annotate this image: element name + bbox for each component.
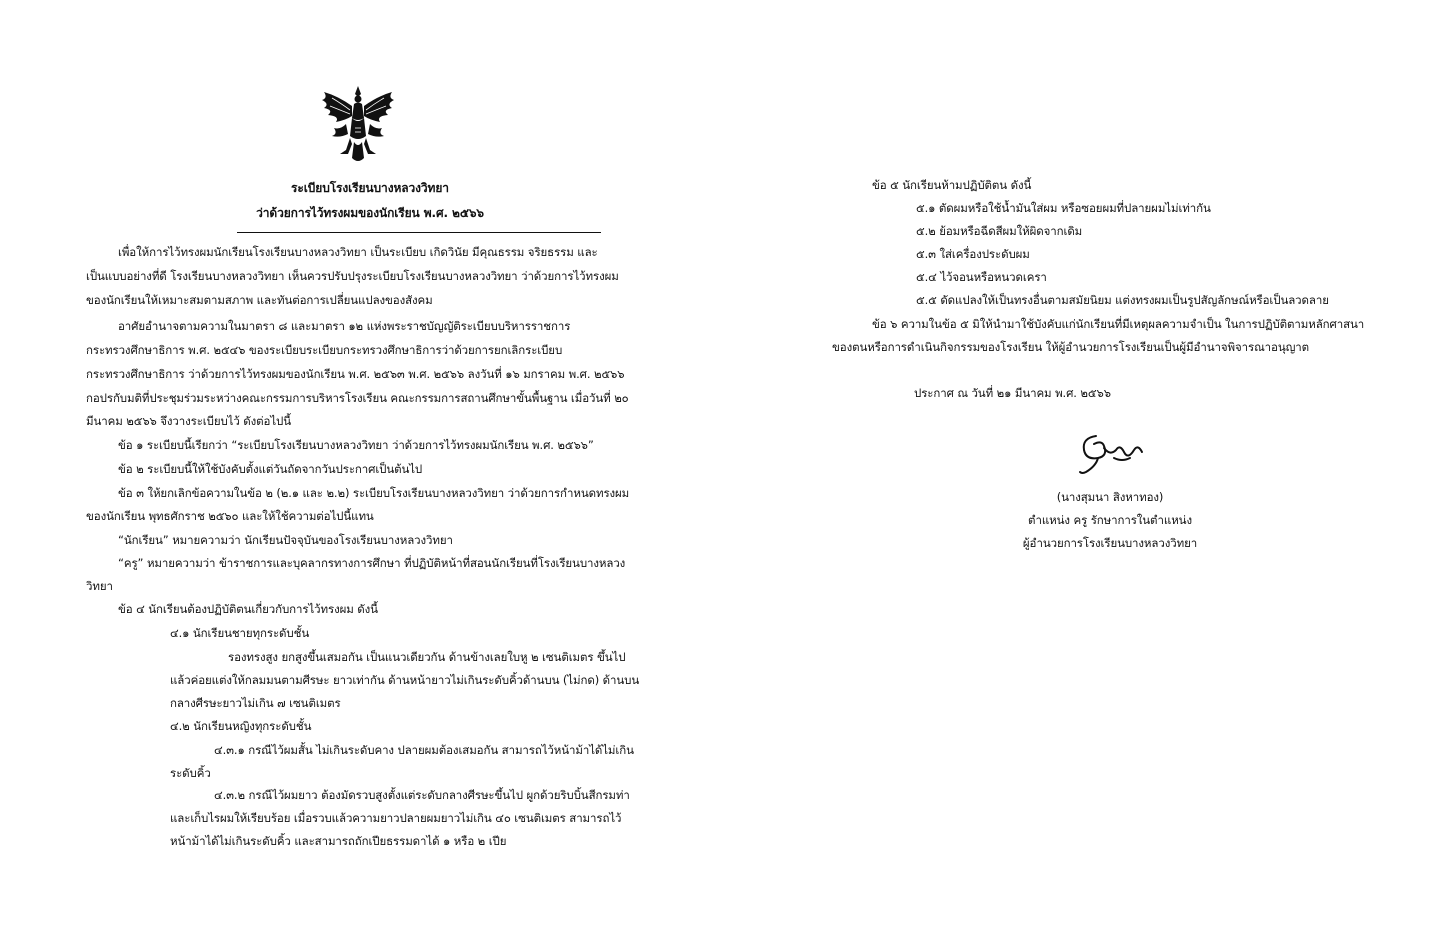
clause-5-4: ๕.๔ ไว้จอนหรือหนวดเครา: [916, 270, 1047, 284]
garuda-emblem-icon: [318, 84, 398, 166]
definition-teacher: “ครู” หมายความว่า ข้าราชการและบุคลากรทางการศึกษา ที่ปฏิบัติหน้าที่สอนนักเรียนที่โรงเรียนบางหลวง: [118, 556, 626, 570]
clause-4-3-2: ๔.๓.๒ กรณีไว้ผมยาว ต้องมัดรวบสูงตั้งแต่ระดับกลางศีรษะขึ้นไป ผูกด้วยริบบิ้นสีกรมท่า: [214, 788, 630, 802]
signer-organization: ผู้อำนวยการโรงเรียนบางหลวงวิทยา: [1022, 536, 1198, 550]
handwritten-signature: [1074, 428, 1146, 476]
signer-name: (นางสุมนา สิงหาทอง): [1056, 490, 1164, 504]
clause-4-1-text: แล้วค่อยแต่งให้กลมมนตามศีรษะ ยาวเท่ากัน ด้านหน้ายาวไม่เกินระดับคิ้วด้านบน (ไม่กด) ด้านบน: [170, 673, 640, 687]
clause-3: ข้อ ๓ ให้ยกเลิกข้อความในข้อ ๒ (๒.๑ และ ๒.๒) ระเบียบโรงเรียนบางหลวงวิทยา ว่าด้วยการกำหนดทรงผม: [118, 486, 630, 500]
preamble-line: ของนักเรียนให้เหมาะสมตามสภาพ และทันต่อการเปลี่ยนแปลงของสังคม: [86, 293, 433, 307]
document-title: ระเบียบโรงเรียนบางหลวงวิทยา: [291, 181, 449, 195]
document-subtitle: ว่าด้วยการไว้ทรงผมของนักเรียน พ.ศ. ๒๕๖๖: [256, 206, 484, 220]
clause-4-1-text: รองทรงสูง ยกสูงขึ้นเสมอกัน เป็นแนวเดียวกัน ด้านข้างเลยใบหู ๒ เซนติเมตร ขึ้นไป: [228, 650, 626, 664]
title-divider: [237, 232, 601, 233]
preamble-line: เพื่อให้การไว้ทรงผมนักเรียนโรงเรียนบางหลวงวิทยา เป็นระเบียบ เกิดวินัย มีคุณธรรม จริยธรรม และ: [118, 245, 598, 259]
preamble-line: กระทรวงศึกษาธิการ พ.ศ. ๒๕๔๖ ของระเบียบระเบียบกระทรวงศึกษาธิการว่าด้วยการยกเลิกระเบียบ: [86, 343, 563, 357]
preamble-line: เป็นแบบอย่างที่ดี โรงเรียนบางหลวงวิทยา เห็นควรปรับปรุงระเบียบโรงเรียนบางหลวงวิทยา ว่าด้วยการไว้ทรงผม: [86, 269, 619, 283]
clause-4-2: ๔.๒ นักเรียนหญิงทุกระดับชั้น: [170, 719, 312, 733]
clause-1: ข้อ ๑ ระเบียบนี้เรียกว่า “ระเบียบโรงเรียนบางหลวงวิทยา ว่าด้วยการไว้ทรงผมนักเรียน พ.ศ. ๒๕๖๖”: [118, 438, 594, 452]
clause-5: ข้อ ๕ นักเรียนห้ามปฏิบัติตน ดังนี้: [872, 178, 1032, 192]
clause-5-1: ๕.๑ ตัดผมหรือใช้น้ำมันใส่ผม หรือซอยผมที่ปลายผมไม่เท่ากัน: [916, 201, 1211, 215]
preamble-line: อาศัยอำนาจตามความในมาตรา ๘ และมาตรา ๑๒ แห่งพระราชบัญญัติระเบียบบริหารราชการ: [118, 319, 571, 333]
clause-5-3: ๕.๓ ใส่เครื่องประดับผม: [916, 247, 1030, 261]
clause-2: ข้อ ๒ ระเบียบนี้ให้ใช้บังคับตั้งแต่วันถัดจากวันประกาศเป็นต้นไป: [118, 462, 423, 476]
clause-4: ข้อ ๔ นักเรียนต้องปฏิบัติตนเกี่ยวกับการไว้ทรงผม ดังนี้: [118, 602, 378, 616]
announcement-date: ประกาศ ณ วันที่ ๒๑ มีนาคม พ.ศ. ๒๕๖๖: [914, 386, 1111, 400]
definition-teacher-cont: วิทยา: [86, 579, 113, 593]
clause-6: ข้อ ๖ ความในข้อ ๕ มิให้นำมาใช้บังคับแก่นักเรียนที่มีเหตุผลความจำเป็น ในการปฏิบัติตามหลักศาสนา: [872, 317, 1365, 331]
clause-3-cont: ของนักเรียน พุทธศักราช ๒๕๖๐ และให้ใช้ความต่อไปนี้แทน: [86, 509, 374, 523]
clause-5-5: ๕.๕ ดัดแปลงให้เป็นทรงอื่นตามสมัยนิยม แต่งทรงผมเป็นรูปสัญลักษณ์หรือเป็นลวดลาย: [916, 293, 1329, 307]
clause-4-1: ๔.๑ นักเรียนชายทุกระดับชั้น: [170, 626, 310, 640]
clause-6-cont: ของตนหรือการดำเนินกิจกรรมของโรงเรียน ให้ผู้อำนวยการโรงเรียนเป็นผู้มีอำนาจพิจารณาอนุญาต: [832, 340, 1309, 354]
clause-4-3-1: ๔.๓.๑ กรณีไว้ผมสั้น ไม่เกินระดับคาง ปลายผมต้องเสมอกัน สามารถไว้หน้าม้าได้ไม่เกิน: [214, 743, 634, 757]
preamble-line: มีนาคม ๒๕๖๖ จึงวางระเบียบไว้ ดังต่อไปนี้: [86, 414, 291, 428]
clause-4-3-1-cont: ระดับคิ้ว: [170, 766, 211, 780]
clause-4-1-text: กลางศีรษะยาวไม่เกิน ๗ เซนติเมตร: [170, 696, 341, 710]
preamble-line: กอปรกับมติที่ประชุมร่วมระหว่างคณะกรรมการบริหารโรงเรียน คณะกรรมการสถานศึกษาขั้นพื้นฐาน เมื่อวันที่ ๒๐: [86, 391, 629, 405]
signer-position: ตำแหน่ง ครู รักษาการในตำแหน่ง: [1028, 513, 1192, 527]
preamble-line: กระทรวงศึกษาธิการ ว่าด้วยการไว้ทรงผมของนักเรียน พ.ศ. ๒๕๖๓ พ.ศ. ๒๕๖๖ ลงวันที่ ๑๖ มกราคม พ.ศ. ๒๕๖๖: [86, 367, 625, 381]
definition-student: “นักเรียน” หมายความว่า นักเรียนปัจจุบันของโรงเรียนบางหลวงวิทยา: [118, 533, 453, 547]
clause-4-3-2-cont: และเก็บไรผมให้เรียบร้อย เมื่อรวบแล้วความยาวปลายผมยาวไม่เกิน ๔๐ เซนติเมตร สามารถไว้: [170, 811, 622, 825]
clause-4-3-2-cont: หน้าม้าได้ไม่เกินระดับคิ้ว และสามารถถักเปียธรรมดาได้ ๑ หรือ ๒ เปีย: [170, 834, 507, 848]
clause-5-2: ๕.๒ ย้อมหรือฉีดสีผมให้ผิดจากเดิม: [916, 224, 1083, 238]
